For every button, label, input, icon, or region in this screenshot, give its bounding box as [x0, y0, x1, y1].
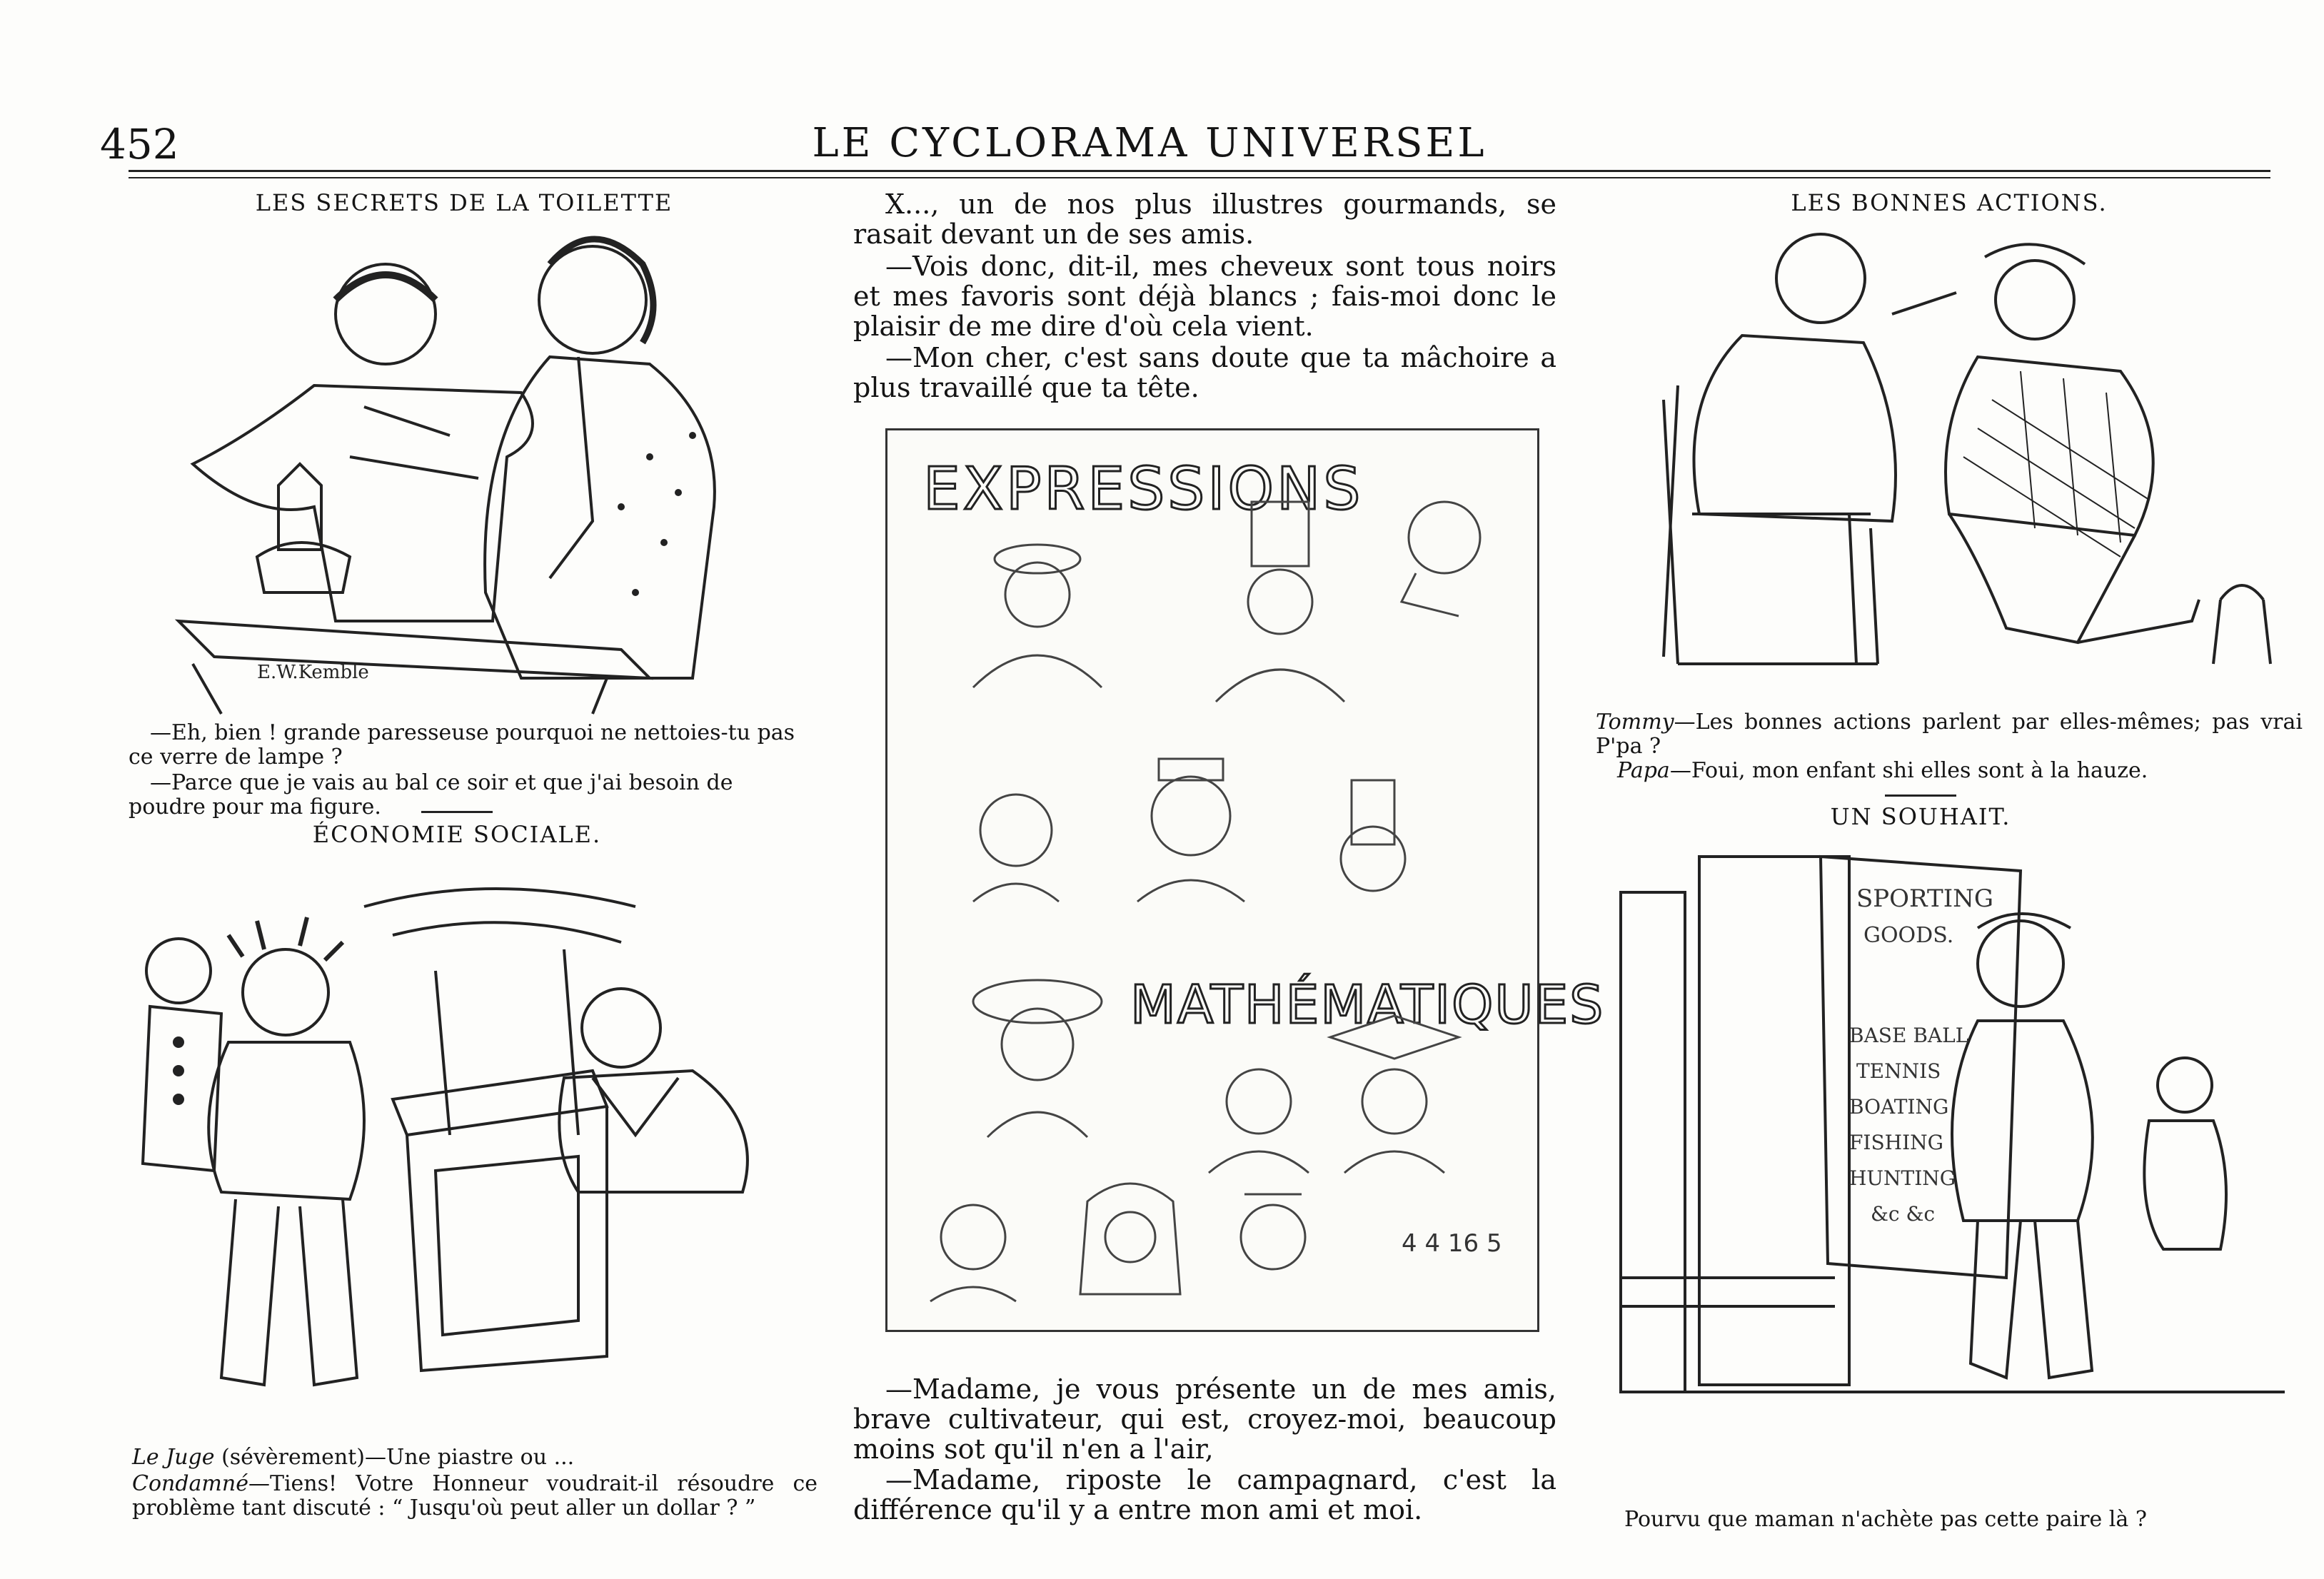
secrets-line-2: —Parce que je vais au bal ce soir et que j'ai besoin de poudre pour ma figure.	[129, 770, 733, 819]
speaker-condamne: Condamné	[132, 1471, 248, 1496]
secrets-title: LES SECRETS DE LA TOILETTE	[255, 189, 673, 216]
souhait-title: UN SOUHAIT.	[1830, 803, 2011, 830]
sign-line-2: GOODS.	[1863, 923, 1954, 948]
math-numerals: 4 4 16 5	[1402, 1229, 1502, 1258]
sign-item-4: FISHING	[1849, 1131, 1944, 1154]
speaker-tommy: Tommy	[1596, 710, 1674, 735]
economie-text-2: —Tiens! Votre Honneur voudrait-il résoudre ce problème tant discuté : “ Jusqu'où peut aller un dollar ? ”	[132, 1471, 818, 1520]
sign-item-2: TENNIS	[1856, 1059, 1941, 1083]
illustration-toilette	[150, 221, 807, 714]
section-divider-right	[1885, 794, 1956, 797]
anecdote-2-p2: —Madame, riposte le campagnard, c'est la différence qu'il y a entre mon ami et moi.	[853, 1464, 1556, 1525]
header-rule-thin	[129, 177, 2270, 178]
expressions-word: EXPRESSIONS	[923, 455, 1364, 523]
bonnes-actions-line-1	[1596, 710, 2303, 759]
speaker-juge: Le Juge	[132, 1445, 215, 1470]
bonnes-actions-title: LES BONNES ACTIONS.	[1791, 189, 2108, 216]
sign-item-6: &c &c	[1871, 1202, 1936, 1226]
mathematiques-word: MATHÉMATIQUES	[1130, 974, 1605, 1036]
economie-title: ÉCONOMIE SOCIALE.	[312, 821, 602, 848]
sign-item-5: HUNTING	[1849, 1166, 1956, 1190]
bonnes-actions-text-1: —Les bonnes actions parlent par elles-mêmes; pas vrai P'pa ?	[1596, 710, 2303, 759]
economie-text-1: (sévèrement)—Une piastre ou ...	[214, 1445, 575, 1470]
header-rule	[129, 170, 2270, 172]
section-divider	[421, 811, 493, 813]
sign-item-1: BASE BALL	[1849, 1024, 1969, 1047]
souhait-caption: Pourvu que maman n'achète pas cette paire là ?	[1624, 1507, 2147, 1532]
economie-line-2	[132, 1472, 818, 1520]
bonnes-actions-text-2: —Foui, mon enfant shi elles sont à la hauze.	[1669, 758, 2148, 783]
artist-signature: E.W.Kemble	[257, 662, 369, 683]
sign-line-1: SPORTING	[1856, 884, 1994, 913]
page-number: 452	[100, 120, 179, 168]
illustration-expressions	[885, 428, 1605, 1332]
anecdote-2-p1: —Madame, je vous présente un de mes amis, brave cultivateur, qui est, croyez-moi, beaucoup moins sot qu'il n'en a l'air,	[853, 1373, 1556, 1465]
secrets-line-1: —Eh, bien ! grande paresseuse pourquoi ne nettoies-tu pas ce verre de lampe ?	[129, 720, 795, 770]
illustration-souhait	[1621, 849, 2285, 1463]
economie-line-1	[132, 1446, 818, 1470]
bonnes-actions-line-2	[1617, 759, 2303, 783]
illustration-bonnes-actions	[1635, 214, 2299, 700]
anecdote-1-p2: —Vois donc, dit-il, mes cheveux sont tous noirs et mes favoris sont déjà blancs ; fais-moi donc le plaisir de me dire d'où cela vient.	[853, 251, 1556, 342]
anecdote-1-p1: X..., un de nos plus illustres gourmands, se rasait devant un de ses amis.	[853, 188, 1556, 250]
illustration-economie	[136, 864, 793, 1435]
journal-title: LE CYCLORAMA UNIVERSEL	[812, 120, 1487, 166]
sign-item-3: BOATING	[1849, 1095, 1949, 1119]
anecdote-1-p3: —Mon cher, c'est sans doute que ta mâchoire a plus travaillé que ta tête.	[853, 342, 1556, 403]
speaker-papa: Papa	[1617, 758, 1670, 783]
